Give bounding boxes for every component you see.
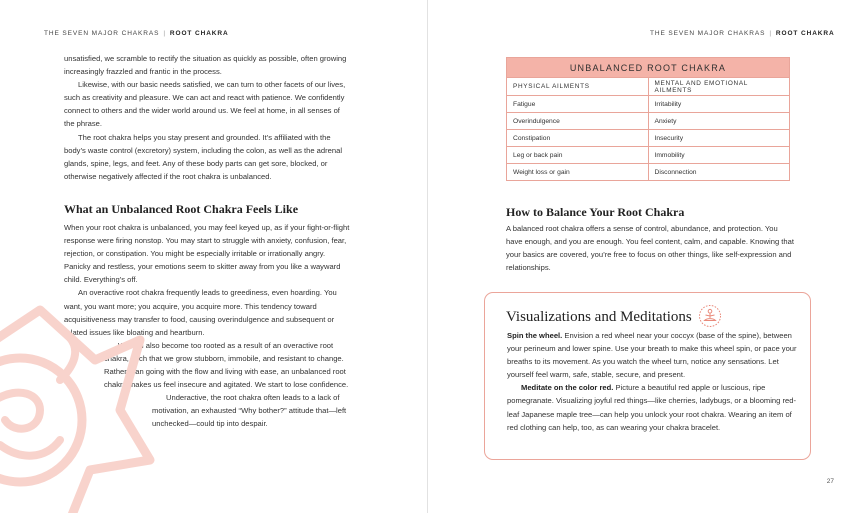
paragraph-body: Envision a red wheel near your coccyx (base of the spine), between your perineum and lower spine. Use your breath to make this wheel spin, or pace your breaths to its movement. As you watch the wheel turn, notice any sensations. Let yourself feel warm, safe, stable, secure, and present. bbox=[507, 331, 797, 380]
root-chakra-lotus-icon bbox=[0, 270, 160, 513]
section-text bbox=[506, 222, 796, 274]
box-text bbox=[507, 329, 797, 434]
running-head: THE SEVEN MAJOR CHAKRAS | ROOT CHAKRA bbox=[44, 30, 229, 37]
lead-in: Meditate on the color red. bbox=[521, 383, 614, 393]
table-cell: Disconnection bbox=[648, 164, 790, 181]
paragraph: An overactive root chakra frequently leads to greediness, even hoarding. You want, you want more; you acquire, you acquire more. This tendency toward acquisitiveness may transfer to food, causing overindulgence and subsequent or related issues like bloating and heartburn. bbox=[64, 288, 337, 337]
paragraph bbox=[507, 329, 797, 381]
table-cell: Fatigue bbox=[507, 96, 649, 113]
paragraph: We can also become too rooted as a result of an overactive root chakra, such that we grow stubborn, immobile, and resistant to change. Rather than going with the flow and living with ease, an unbalanced root chakra makes us feel insecure and agitated. We start to lose confidence. bbox=[104, 340, 349, 390]
column-header: PHYSICAL AILMENTS bbox=[507, 78, 649, 96]
table-cell: Constipation bbox=[507, 130, 649, 147]
chapter-title: ROOT CHAKRA bbox=[775, 30, 835, 37]
ailments-table bbox=[506, 57, 790, 181]
table-cell: Leg or back pain bbox=[507, 147, 649, 164]
table-cell: Weight loss or gain bbox=[507, 164, 649, 181]
left-page bbox=[0, 0, 427, 513]
running-head: THE SEVEN MAJOR CHAKRAS | ROOT CHAKRA bbox=[650, 30, 835, 37]
lead-in: Spin the wheel. bbox=[507, 331, 563, 340]
meditating-figure-icon bbox=[697, 303, 723, 329]
table-cell: Immobility bbox=[648, 147, 790, 164]
paragraph bbox=[507, 381, 797, 433]
column-header: MENTAL AND EMOTIONAL AILMENTS bbox=[648, 78, 790, 96]
table-cell: Irritability bbox=[648, 96, 790, 113]
paragraph: A balanced root chakra offers a sense of control, abundance, and protection. You have enough, and you are enough. You feel content, calm, and capable. Knowing that your basics are covered, you’re free to focus on other things, like self-expression and relationships. bbox=[506, 224, 794, 273]
paragraph: Likewise, with our basic needs satisfied, we can turn to other facets of our lives, such as creativity and pleasure. We can act and react with patience. We confidently connect to others and the wider world around us. We feel at home, in all senses of the phrase. bbox=[64, 80, 346, 129]
table-row bbox=[507, 130, 790, 147]
paragraph: unsatisfied, we scramble to rectify the situation as quickly as possible, often growing increasingly frazzled and frantic in the process. bbox=[64, 54, 347, 77]
table-cell: Anxiety bbox=[648, 113, 790, 130]
page-number: 27 bbox=[826, 478, 834, 485]
table-cell: Overindulgence bbox=[507, 113, 649, 130]
book-title: THE SEVEN MAJOR CHAKRAS bbox=[650, 30, 766, 37]
paragraph: When your root chakra is unbalanced, you may feel keyed up, as if your fight-or-flight response were firing nonstop. You may start to struggle with anxiety, confusion, fear, rejection, or constipation. You might be especially irritable or irrationally angry. Panicky and restless, your emotions seem to skitter away from you like a wayward child. Everything’s off. bbox=[64, 223, 350, 285]
table-header-row bbox=[507, 78, 790, 96]
table-title: UNBALANCED ROOT CHAKRA bbox=[507, 58, 790, 78]
table-row bbox=[507, 113, 790, 130]
chapter-title: ROOT CHAKRA bbox=[169, 30, 229, 37]
visualizations-box bbox=[484, 292, 811, 460]
table-row bbox=[507, 164, 790, 181]
table-cell: Insecurity bbox=[648, 130, 790, 147]
table-row bbox=[507, 96, 790, 113]
book-title: THE SEVEN MAJOR CHAKRAS bbox=[44, 30, 160, 37]
box-title: Visualizations and Meditations bbox=[506, 309, 692, 325]
table-row bbox=[507, 147, 790, 164]
section-heading: What an Unbalanced Root Chakra Feels Like bbox=[64, 202, 299, 216]
paragraph: Underactive, the root chakra often leads to a lack of motivation, an exhausted “Why bother?” attitude that—left unchecked—could tip into despair. bbox=[152, 393, 347, 429]
paragraph-body: Picture a beautiful red apple or luscious, ripe pomegranate. Visualizing joyful red things—like cherries, ladybugs, or a blooming red-leaf Japanese maple tree—can help you unlock your root chakra. Wearing an item of red clothing can help, too, as can wearing your chakra bracelet. bbox=[507, 383, 796, 432]
section-heading: How to Balance Your Root Chakra bbox=[506, 205, 685, 219]
paragraph: The root chakra helps you stay present and grounded. It’s affiliated with the body’s waste control (excretory) system, including the colon, as well as the adrenal glands, spine, legs, and feet. Any of these body parts can get sore, blocked, or otherwise negatively affected if the root chakra is unbalanced. bbox=[64, 132, 343, 181]
right-page bbox=[428, 0, 855, 513]
intro-text bbox=[64, 52, 350, 183]
